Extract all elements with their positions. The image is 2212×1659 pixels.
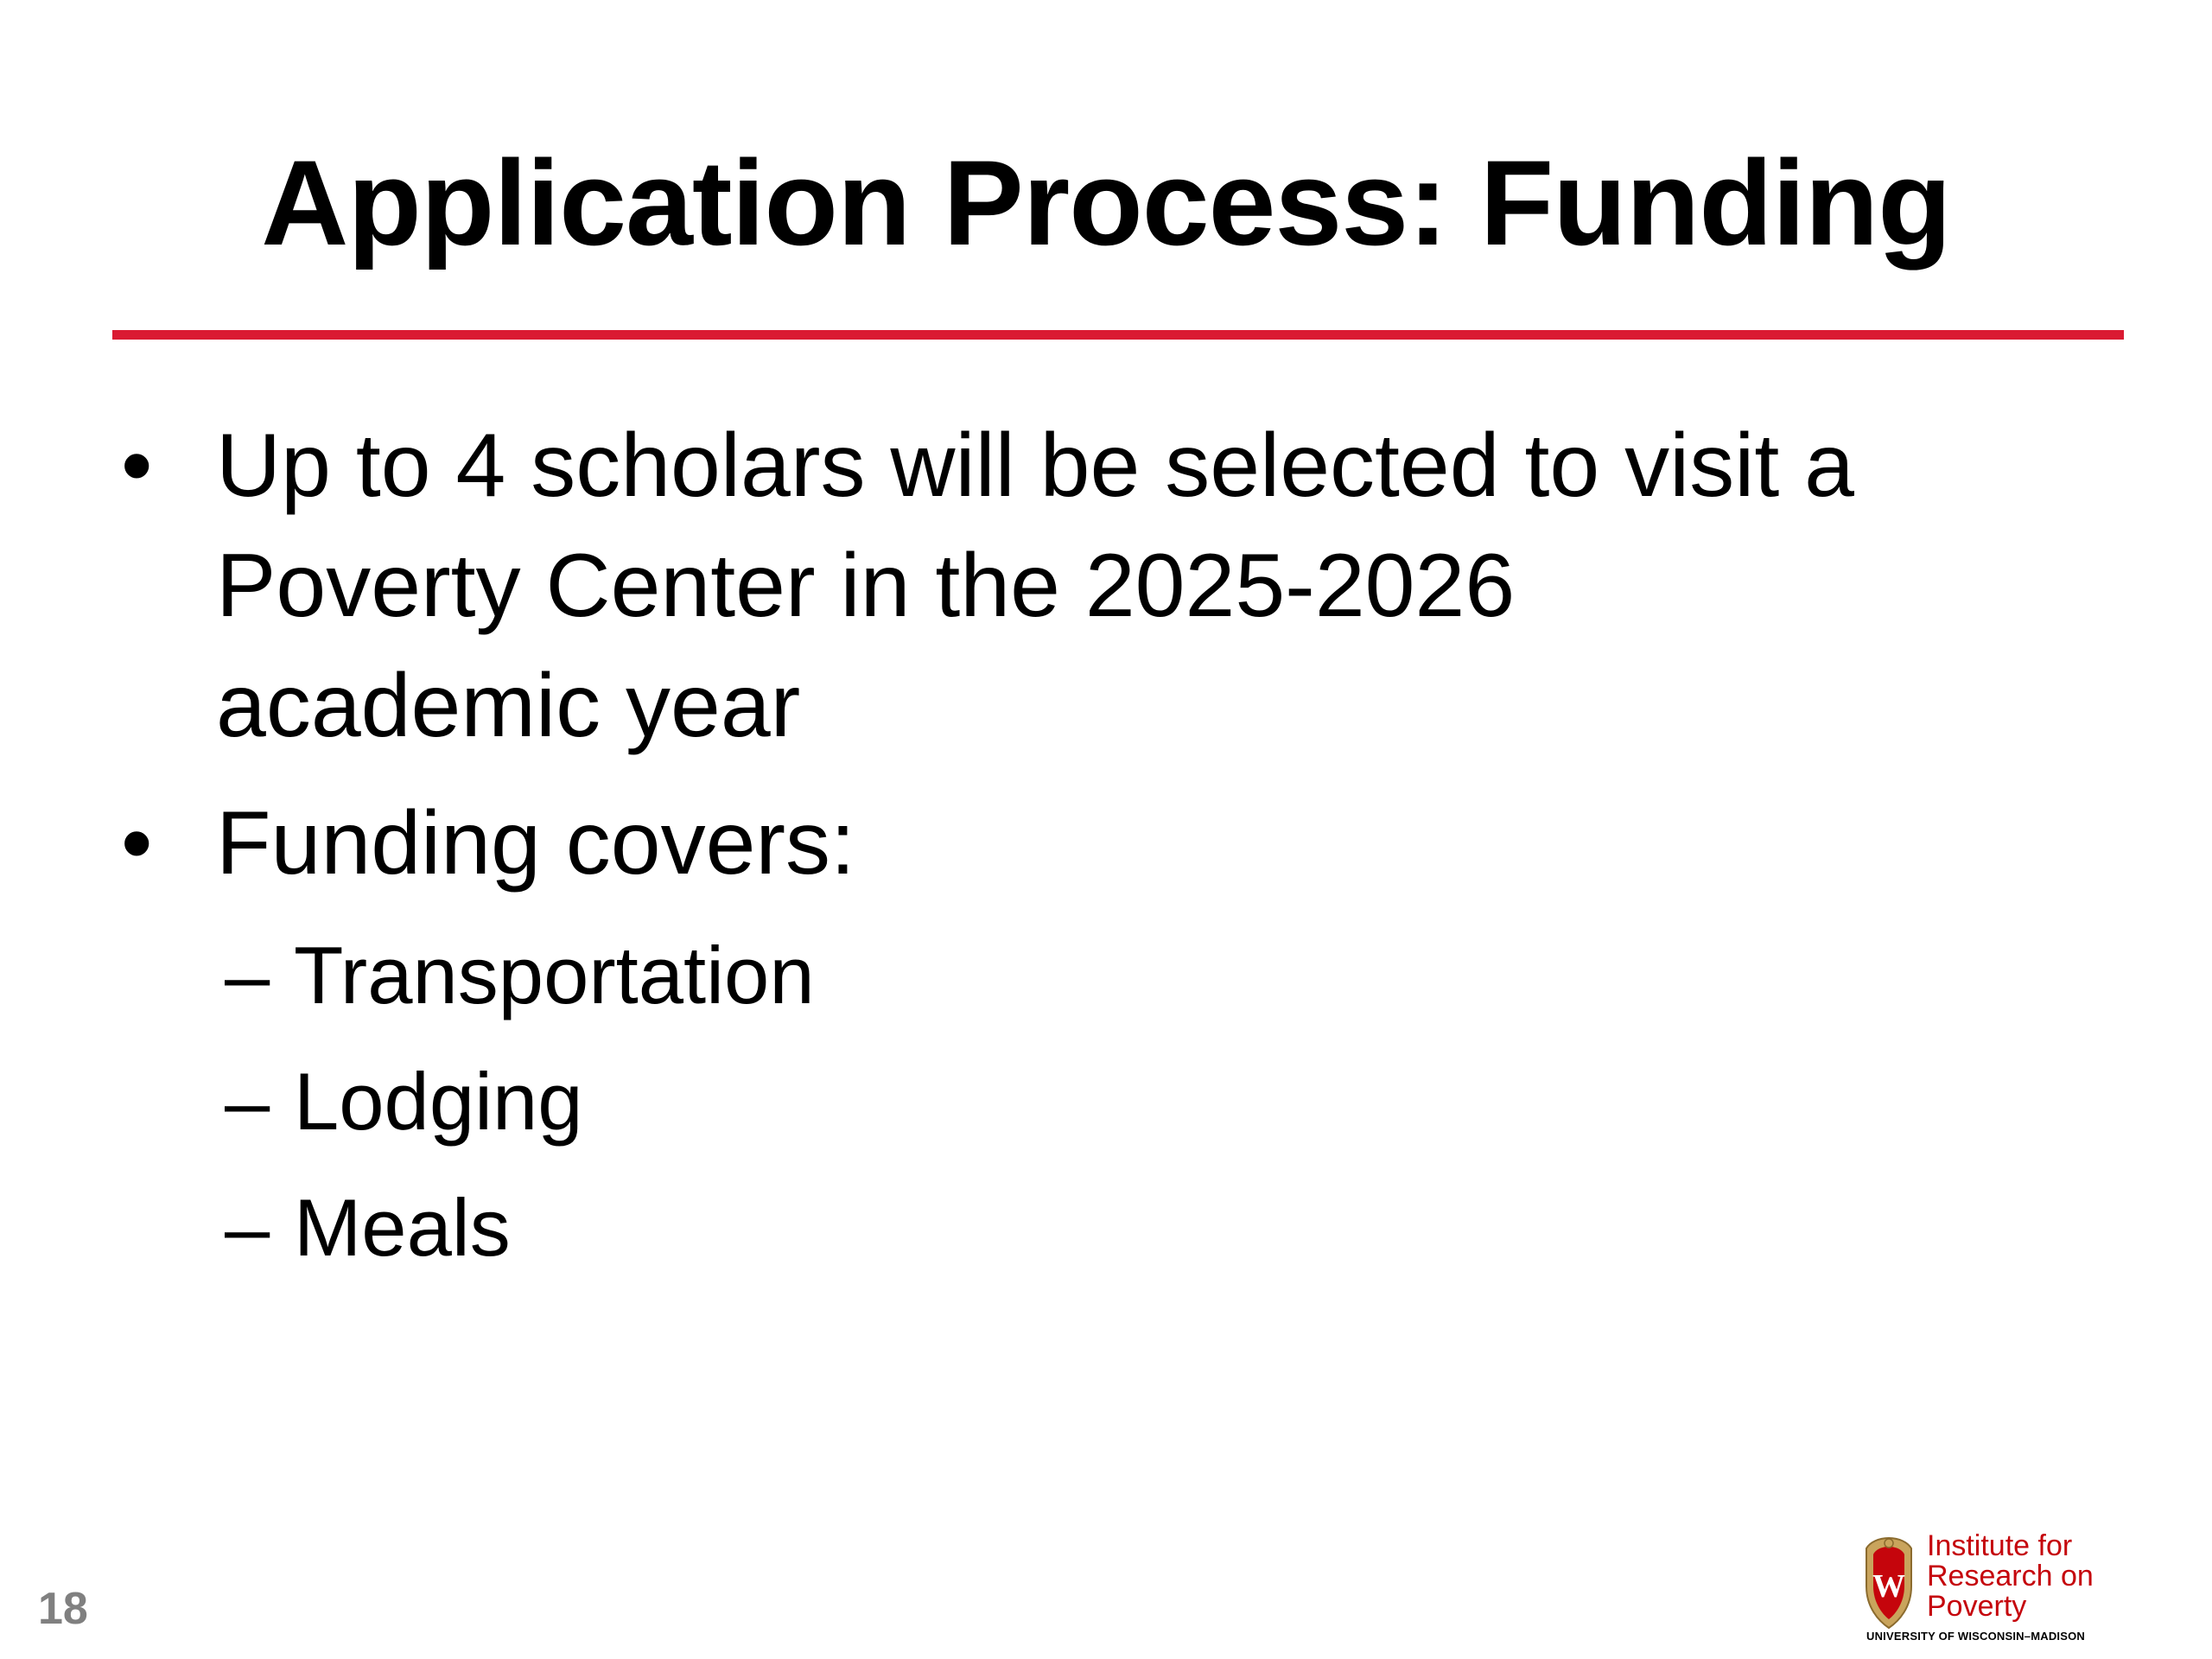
bullet-item-scholars xyxy=(121,406,2108,766)
seal-letter: W xyxy=(1872,1568,1905,1605)
bullet-text-line: academic year xyxy=(216,656,801,756)
bullet-text-line: Up to 4 scholars will be selected to visit a xyxy=(216,416,1854,516)
bullet-marker: • xyxy=(121,416,153,516)
sub-item-text: Meals xyxy=(294,1182,511,1273)
sub-item-text: Lodging xyxy=(294,1056,583,1147)
sub-item-text: Transportation xyxy=(294,930,815,1020)
funding-sub-list xyxy=(216,912,2108,1291)
logo-line: Institute for xyxy=(1927,1529,2073,1562)
bullet-text-line: Funding covers: xyxy=(216,793,855,893)
logo-line: Research on xyxy=(1927,1560,2094,1592)
bullet-item-funding xyxy=(121,784,2108,1291)
sub-item-meals xyxy=(225,1165,2108,1291)
logo-line: Poverty xyxy=(1927,1590,2027,1623)
dash-marker: – xyxy=(225,930,270,1020)
bullet-marker: • xyxy=(121,793,153,893)
slide-body xyxy=(121,406,2108,1308)
sub-item-lodging xyxy=(225,1039,2108,1165)
uw-crest-icon xyxy=(1858,1535,1920,1631)
bullet-text-line: Poverty Center in the 2025-2026 xyxy=(216,536,1516,636)
title-divider xyxy=(112,330,2124,340)
bullet-list xyxy=(121,406,2108,1291)
irp-logo xyxy=(1858,1531,2126,1643)
dash-marker: – xyxy=(225,1182,270,1273)
sub-item-transportation xyxy=(225,912,2108,1039)
dash-marker: – xyxy=(225,1056,270,1147)
logo-university-name: UNIVERSITY OF WISCONSIN–MADISON xyxy=(1866,1630,2085,1643)
slide-title: Application Process: Funding xyxy=(261,135,1951,270)
logo-wordmark xyxy=(1927,1531,2094,1622)
slide-number: 18 xyxy=(38,1584,88,1634)
